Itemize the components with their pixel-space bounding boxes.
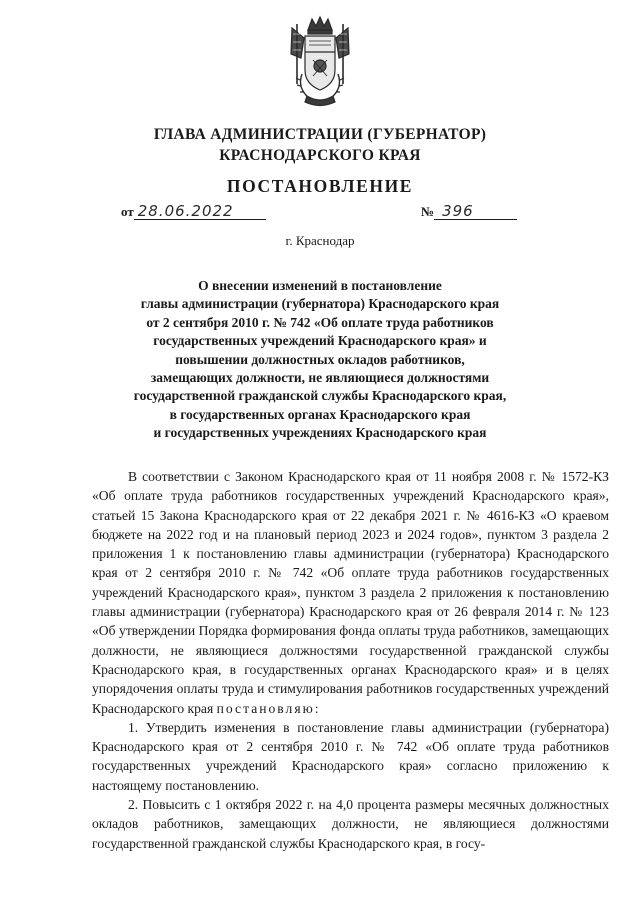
clause-1-paragraph: 1. Утвердить изменения в постановление главы администрации (губернатора) Краснодарского края от 2 сентября 2010 г. № 742 «Об оплате труда работников государственных учреждений Краснодарского края» согласно приложению к настоящему постановлению. <box>92 719 609 793</box>
date-line <box>121 204 266 220</box>
date-prefix: от <box>121 204 134 219</box>
title-line: государственной гражданской службы Краснодарского края, <box>133 388 507 404</box>
number-value: 396 <box>434 204 517 220</box>
title-line: и государственных учреждениях Краснодарского края <box>153 425 487 441</box>
number-prefix: № <box>421 204 435 219</box>
title-line: в государственных органах Краснодарского края <box>169 406 471 422</box>
title-line: от 2 сентября 2010 г. № 742 «Об оплате труда работников <box>146 314 494 330</box>
authority-line-2: КРАСНОДАРСКОГО КРАЯ <box>219 147 421 164</box>
resolve-word: постановляю: <box>216 700 321 716</box>
title-line: главы администрации (губернатора) Краснодарского края <box>140 296 500 312</box>
coat-of-arms-emblem <box>287 14 353 110</box>
date-value: 28.06.2022 <box>134 204 266 220</box>
title-line: повышении должностных окладов работников, <box>175 351 465 367</box>
document-body <box>92 467 609 853</box>
title-line: замещающих должности, не являющиеся должностями <box>150 370 490 386</box>
preamble-paragraph <box>92 467 609 718</box>
document-title <box>90 277 550 443</box>
number-line <box>421 204 517 220</box>
document-type: ПОСТАНОВЛЕНИЕ <box>226 176 414 196</box>
title-line: государственных учреждений Краснодарского края» и <box>153 333 487 349</box>
issuing-authority <box>0 124 640 166</box>
city-name: г. Краснодар <box>285 233 355 248</box>
authority-line-1: ГЛАВА АДМИНИСТРАЦИИ (ГУБЕРНАТОР) <box>153 126 487 143</box>
title-line: О внесении изменений в постановление <box>198 278 442 293</box>
clause-2-paragraph: 2. Повысить с 1 октября 2022 г. на 4,0 процента размеры месячных должностных окладов работников, замещающих должности, не являющиеся должностями государственной гражданской службы Краснодарского края, в госу- <box>92 797 609 851</box>
preamble-text: В соответствии с Законом Краснодарского края от 11 ноября 2008 г. № 1572-КЗ «Об оплате труда работников государственных учреждений Краснодарского края», статьей 15 Закона Краснодарского края от 22 декабря 2021 г. № 4616-КЗ «О краевом бюджете на 2022 год и на плановый период 2023 и 2024 годов», пунктом 3 раздела 2 приложения 1 к постановлению главы администрации (губернатора) Краснодарского края от 2 сентября 2010 г. № 742 «Об оплате труда работников государственных учреждений Краснодарского края», пунктом 3 раздела 2 приложения к постановлению главы администрации (губернатора) Краснодарского края от 26 февраля 2014 г. № 123 «Об утверждении Порядка формирования фонда оплаты труда работников, замещающих должности, не являющиеся должностями государственной гражданской службы Краснодарского края, в государственных органах Краснодарского края» и в целях упорядочения оплаты труда и стимулирования работников государственных учреждений Краснодарского края <box>92 469 609 716</box>
